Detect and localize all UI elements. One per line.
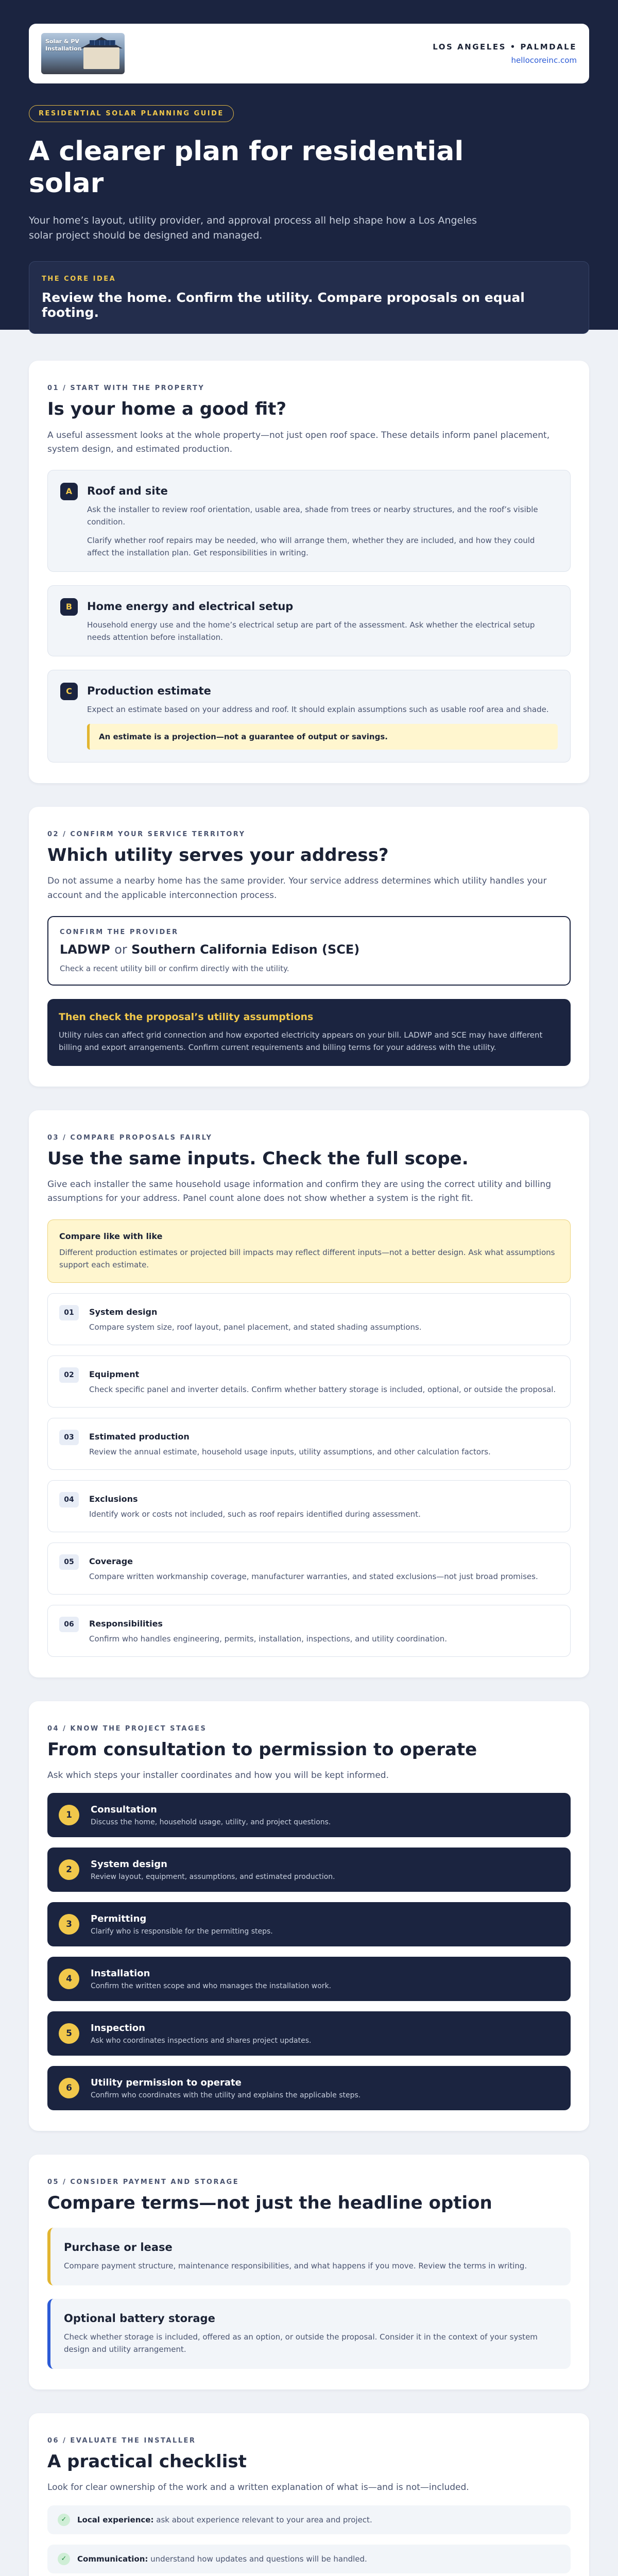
card-title: Roof and site bbox=[87, 484, 168, 497]
provider-box bbox=[47, 916, 571, 986]
card-text: Expect an estimate based on your address and roof. It should explain assumptions such as usable roof area and shade. bbox=[87, 704, 549, 714]
checklist-label: Local experience: bbox=[77, 2515, 154, 2524]
section-title: Which utility serves your address? bbox=[47, 844, 389, 866]
item-title: Equipment bbox=[89, 1369, 140, 1379]
topbar-info bbox=[433, 42, 577, 65]
step-title: Installation bbox=[91, 1968, 150, 1979]
step-number: 6 bbox=[59, 2078, 79, 2098]
item-title: Coverage bbox=[89, 1556, 133, 1566]
item-number: 02 bbox=[59, 1367, 79, 1383]
section-eyebrow: 03 / COMPARE PROPOSALS FAIRLY bbox=[47, 1133, 213, 1142]
stage-step bbox=[47, 2066, 571, 2110]
provider-ladwp: LADWP bbox=[60, 942, 110, 957]
scope-item bbox=[47, 1293, 571, 1345]
item-text: Compare system size, roof layout, panel placement, and stated shading assumptions. bbox=[89, 1322, 422, 1332]
section-title: A practical checklist bbox=[47, 2451, 247, 2472]
logo-solar-panels bbox=[90, 40, 115, 45]
item-number: 05 bbox=[59, 1554, 79, 1570]
logo-text: Solar & PV Installation bbox=[45, 38, 82, 52]
section-eyebrow: 04 / KNOW THE PROJECT STAGES bbox=[47, 1724, 207, 1733]
utility-assumptions-text: Utility rules can affect grid connection and how exported electricity appears on your bill. LADWP and SCE may have different billing and export arrangements. Confirm current requirements and billing terms for your address with the utility. bbox=[59, 1030, 543, 1052]
step-text: Review layout, equipment, assumptions, and estimated production. bbox=[91, 1872, 335, 1881]
step-text: Discuss the home, household usage, utility, and project questions. bbox=[91, 1818, 331, 1826]
checklist-text: ask about experience relevant to your area and project. bbox=[156, 2515, 372, 2524]
service-locations: LOS ANGELES • PALMDALE bbox=[433, 42, 577, 52]
term-text: Compare payment structure, maintenance responsibilities, and what happens if you move. Review the terms in writing. bbox=[64, 2261, 527, 2270]
item-number: 06 bbox=[59, 1617, 79, 1632]
section-title: Compare terms—not just the headline option bbox=[47, 2193, 492, 2214]
compare-text: Different production estimates or projected bill impacts may reflect different inputs—not a better design. Ask what assumptions support each estimate. bbox=[59, 1247, 555, 1269]
item-text: Compare written workmanship coverage, manufacturer warranties, and stated exclusions—not just broad promises. bbox=[89, 1571, 538, 1581]
step-text: Confirm the written scope and who manages the installation work. bbox=[91, 1981, 332, 1990]
item-title: Responsibilities bbox=[89, 1618, 163, 1629]
section-payment bbox=[29, 2155, 589, 2389]
scope-item bbox=[47, 1543, 571, 1595]
core-idea-label: THE CORE IDEA bbox=[42, 275, 116, 283]
guide-pill: RESIDENTIAL SOLAR PLANNING GUIDE bbox=[29, 105, 234, 122]
top-bar bbox=[29, 24, 589, 83]
compare-title: Compare like with like bbox=[59, 1231, 163, 1241]
page-subtitle: Your home’s layout, utility provider, and approval process all help shape how a Los Angeles solar project should be designed and managed. bbox=[29, 214, 477, 242]
step-number: 1 bbox=[59, 1805, 79, 1825]
section-eyebrow: 05 / CONSIDER PAYMENT AND STORAGE bbox=[47, 2178, 239, 2187]
step-title: System design bbox=[91, 1858, 167, 1870]
item-text: Check specific panel and inverter details. Confirm whether battery storage is included, optional, or outside the proposal. bbox=[89, 1384, 556, 1394]
card-letter-badge: B bbox=[60, 598, 78, 616]
section-title: Is your home a good fit? bbox=[47, 399, 287, 419]
stage-step bbox=[47, 2011, 571, 2056]
card-letter-badge: A bbox=[60, 483, 78, 500]
step-text: Confirm who coordinates with the utility and explains the applicable steps. bbox=[91, 2091, 361, 2099]
term-title: Optional battery storage bbox=[64, 2312, 215, 2325]
scope-item bbox=[47, 1605, 571, 1657]
checklist-text: understand how updates and questions will be handled. bbox=[150, 2554, 367, 2564]
item-number: 01 bbox=[59, 1305, 79, 1320]
section-intro: A useful assessment looks at the whole property—not just open roof space. These details inform panel placement, system design, and estimated production. bbox=[47, 430, 550, 454]
provider-or: or bbox=[114, 942, 127, 957]
utility-assumptions-title: Then check the proposal’s utility assumptions bbox=[59, 1011, 314, 1023]
item-text: Confirm who handles engineering, permits, installation, inspections, and utility coordination. bbox=[89, 1634, 447, 1643]
utility-assumptions-box bbox=[47, 999, 571, 1066]
provider-names bbox=[60, 942, 558, 957]
checklist-label: Communication: bbox=[77, 2554, 148, 2564]
scope-item bbox=[47, 1418, 571, 1470]
step-number: 2 bbox=[59, 1859, 79, 1880]
logo-house-shape bbox=[83, 47, 119, 69]
company-logo[interactable] bbox=[41, 33, 125, 74]
section-installer bbox=[29, 2413, 589, 2576]
section-utility bbox=[29, 807, 589, 1087]
compare-callout bbox=[47, 1219, 571, 1283]
stage-step bbox=[47, 1902, 571, 1946]
section-eyebrow: 02 / CONFIRM YOUR SERVICE TERRITORY bbox=[47, 830, 246, 838]
provider-label: CONFIRM THE PROVIDER bbox=[60, 928, 179, 936]
provider-hint: Check a recent utility bill or confirm directly with the utility. bbox=[60, 963, 289, 973]
section-intro: Give each installer the same household usage information and confirm they are using the correct utility and billing assumptions for your address. Panel count alone does not show whether a system is the right fit. bbox=[47, 1179, 551, 1204]
step-text: Clarify who is responsible for the permitting steps. bbox=[91, 1927, 273, 1936]
card-title: Home energy and electrical setup bbox=[87, 600, 294, 613]
term-battery-storage bbox=[47, 2299, 571, 2369]
section-eyebrow: 06 / EVALUATE THE INSTALLER bbox=[47, 2436, 196, 2445]
card-letter-badge: C bbox=[60, 683, 78, 700]
stage-step bbox=[47, 1957, 571, 2001]
section-eyebrow: 01 / START WITH THE PROPERTY bbox=[47, 384, 205, 392]
main-content bbox=[0, 330, 618, 2576]
section-compare bbox=[29, 1110, 589, 1677]
item-text: Identify work or costs not included, such as roof repairs identified during assessment. bbox=[89, 1509, 421, 1519]
provider-sce: Southern California Edison (SCE) bbox=[131, 942, 360, 957]
page-title: A clearer plan for residential solar bbox=[29, 136, 464, 199]
section-intro: Do not assume a nearby home has the same provider. Your service address determines which utility handles your account and the applicable interconnection process. bbox=[47, 876, 547, 901]
step-title: Permitting bbox=[91, 1913, 147, 1924]
item-text: Review the annual estimate, household usage inputs, utility assumptions, and other calculation factors. bbox=[89, 1447, 491, 1456]
term-title: Purchase or lease bbox=[64, 2241, 173, 2253]
step-title: Utility permission to operate bbox=[91, 2077, 242, 2088]
checkmark-icon: ✓ bbox=[58, 2514, 70, 2526]
scope-item bbox=[47, 1480, 571, 1532]
core-idea-text: Review the home. Confirm the utility. Compare proposals on equal footing. bbox=[42, 290, 525, 320]
scope-item bbox=[47, 1355, 571, 1408]
estimate-disclaimer: An estimate is a projection—not a guarantee of output or savings. bbox=[87, 724, 558, 750]
term-purchase-lease bbox=[47, 2228, 571, 2285]
item-number: 03 bbox=[59, 1430, 79, 1445]
property-card-production bbox=[47, 670, 571, 762]
item-title: System design bbox=[89, 1307, 158, 1317]
card-title: Production estimate bbox=[87, 684, 211, 697]
property-card-energy bbox=[47, 585, 571, 656]
core-idea-box bbox=[29, 261, 589, 334]
card-text-extra: Clarify whether roof repairs may be needed, who will arrange them, whether they are included, and how they could affect the installation plan. Get responsibilities in writing. bbox=[87, 535, 535, 557]
section-intro: Ask which steps your installer coordinates and how you will be kept informed. bbox=[47, 1770, 389, 1781]
stage-step bbox=[47, 1793, 571, 1837]
step-number: 5 bbox=[59, 2023, 79, 2044]
step-title: Consultation bbox=[91, 1804, 157, 1815]
item-number: 04 bbox=[59, 1492, 79, 1507]
term-text: Check whether storage is included, offered as an option, or outside the proposal. Consider it in the context of your system design and utility arrangement. bbox=[64, 2332, 538, 2354]
checklist-item bbox=[47, 2545, 571, 2573]
stage-step bbox=[47, 1848, 571, 1892]
section-intro: Look for clear ownership of the work and a written explanation of what is—and is not—included. bbox=[47, 2482, 469, 2493]
step-number: 3 bbox=[59, 1914, 79, 1935]
item-title: Exclusions bbox=[89, 1494, 138, 1504]
section-title: From consultation to permission to operate bbox=[47, 1739, 477, 1760]
card-text: Household energy use and the home’s electrical setup are part of the assessment. Ask whether the electrical setup needs attention before installation. bbox=[87, 620, 535, 642]
step-text: Ask who coordinates inspections and shares project updates. bbox=[91, 2036, 312, 2045]
section-property bbox=[29, 361, 589, 783]
property-card-roof bbox=[47, 470, 571, 572]
checkmark-icon: ✓ bbox=[58, 2553, 70, 2565]
section-stages bbox=[29, 1701, 589, 2131]
step-title: Inspection bbox=[91, 2022, 145, 2033]
hero bbox=[0, 0, 618, 330]
section-title: Use the same inputs. Check the full scope. bbox=[47, 1148, 469, 1169]
card-text: Ask the installer to review roof orientation, usable area, shade from trees or nearby structures, and the roof’s visible condition. bbox=[87, 504, 538, 527]
step-number: 4 bbox=[59, 1969, 79, 1989]
item-title: Estimated production bbox=[89, 1431, 190, 1442]
website-link[interactable]: hellocoreinc.com bbox=[511, 56, 577, 65]
checklist-item bbox=[47, 2505, 571, 2534]
